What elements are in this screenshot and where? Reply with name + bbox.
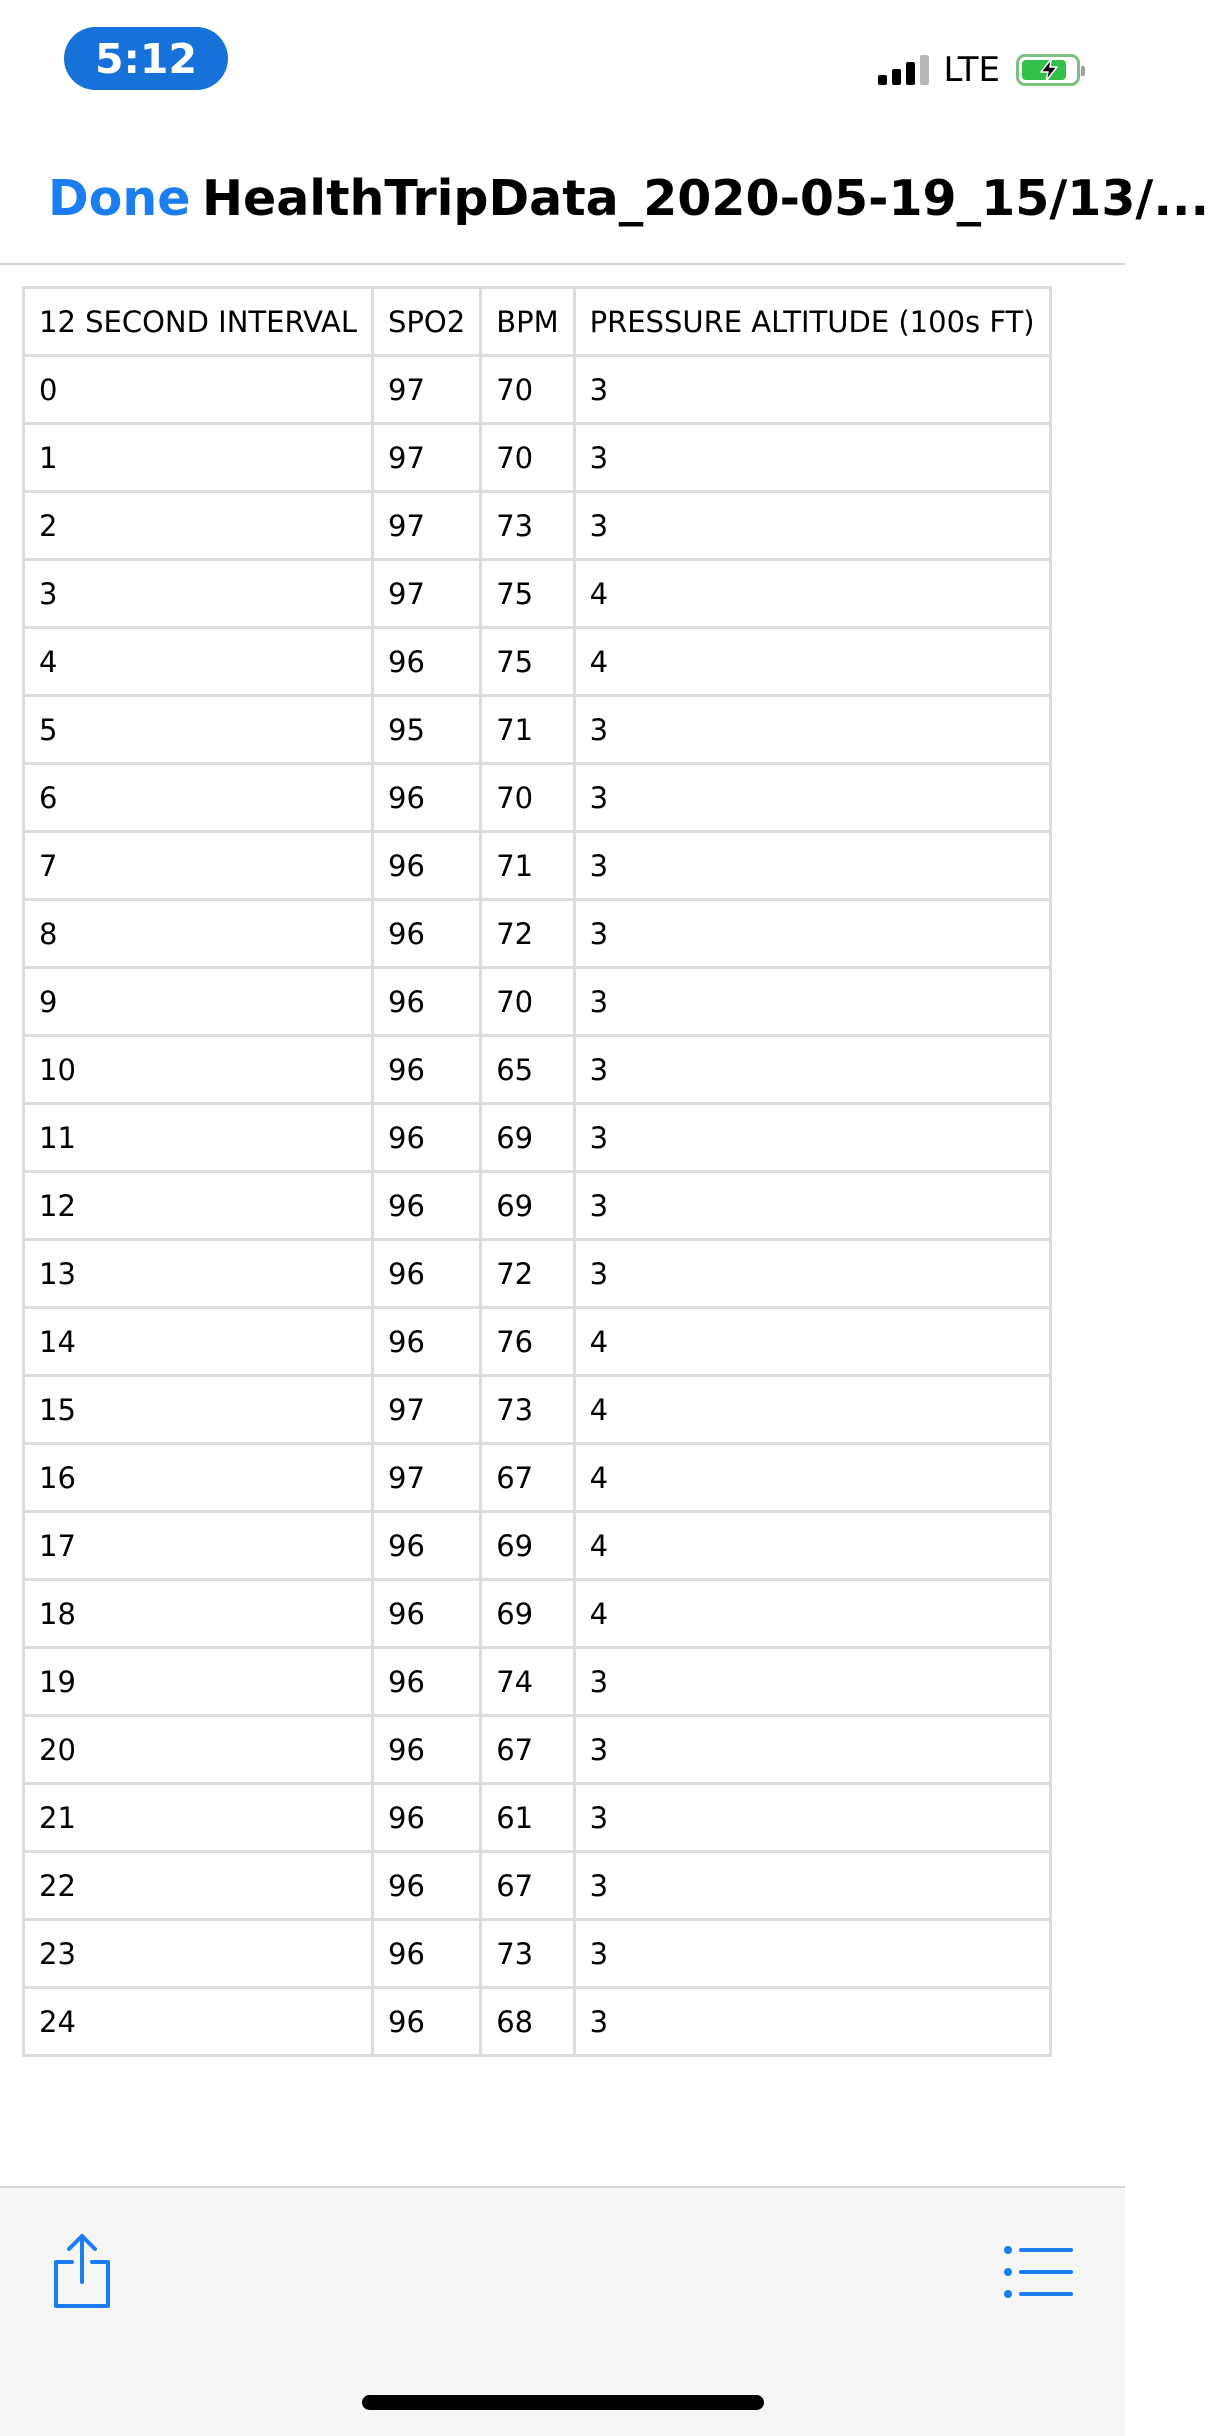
status-indicators (878, 48, 1080, 92)
table-row (24, 1580, 1051, 1648)
navigation-bar (0, 140, 1209, 265)
table-row (24, 628, 1051, 696)
cell-spo2: 96 (373, 1036, 481, 1104)
cell-altitude: 3 (574, 832, 1050, 900)
cell-interval: 23 (24, 1920, 373, 1988)
cell-altitude: 3 (574, 1988, 1050, 2056)
column-header-interval: 12 SECOND INTERVAL (24, 288, 373, 356)
cell-interval: 19 (24, 1648, 373, 1716)
battery-icon (1016, 54, 1080, 86)
cell-bpm: 71 (481, 696, 574, 764)
cell-altitude: 4 (574, 628, 1050, 696)
share-icon[interactable] (50, 2232, 114, 2312)
cell-spo2: 96 (373, 1920, 481, 1988)
table-row (24, 1784, 1051, 1852)
table-row (24, 696, 1051, 764)
cell-bpm: 70 (481, 764, 574, 832)
table-row (24, 560, 1051, 628)
cell-altitude: 3 (574, 900, 1050, 968)
cell-bpm: 74 (481, 1648, 574, 1716)
cell-interval: 13 (24, 1240, 373, 1308)
cell-bpm: 75 (481, 628, 574, 696)
cell-interval: 11 (24, 1104, 373, 1172)
table-row (24, 1444, 1051, 1512)
table-row (24, 1920, 1051, 1988)
table-row (24, 1240, 1051, 1308)
cell-altitude: 3 (574, 1852, 1050, 1920)
cell-bpm: 76 (481, 1308, 574, 1376)
table-header-row (24, 288, 1051, 356)
table-row (24, 424, 1051, 492)
home-indicator[interactable] (362, 2395, 764, 2410)
cell-spo2: 96 (373, 1308, 481, 1376)
table-row (24, 1376, 1051, 1444)
cell-spo2: 96 (373, 1512, 481, 1580)
cell-bpm: 67 (481, 1716, 574, 1784)
table-row (24, 1852, 1051, 1920)
cell-altitude: 4 (574, 1376, 1050, 1444)
cell-spo2: 97 (373, 560, 481, 628)
cell-interval: 9 (24, 968, 373, 1036)
cell-interval: 21 (24, 1784, 373, 1852)
cell-interval: 15 (24, 1376, 373, 1444)
cell-spo2: 96 (373, 1172, 481, 1240)
cell-spo2: 97 (373, 356, 481, 424)
cell-spo2: 95 (373, 696, 481, 764)
table-row (24, 832, 1051, 900)
cell-spo2: 96 (373, 764, 481, 832)
cell-spo2: 96 (373, 1852, 481, 1920)
cell-bpm: 67 (481, 1852, 574, 1920)
cell-spo2: 96 (373, 1104, 481, 1172)
cell-altitude: 4 (574, 1580, 1050, 1648)
cellular-signal-icon (878, 55, 929, 85)
table-row (24, 1172, 1051, 1240)
cell-bpm: 73 (481, 1920, 574, 1988)
table-row (24, 968, 1051, 1036)
cell-bpm: 69 (481, 1512, 574, 1580)
cell-bpm: 61 (481, 1784, 574, 1852)
cell-altitude: 3 (574, 764, 1050, 832)
cell-bpm: 73 (481, 1376, 574, 1444)
cell-interval: 3 (24, 560, 373, 628)
cell-altitude: 3 (574, 1920, 1050, 1988)
cell-spo2: 96 (373, 628, 481, 696)
cell-bpm: 75 (481, 560, 574, 628)
status-bar (0, 0, 1125, 140)
table-row (24, 1648, 1051, 1716)
cell-bpm: 65 (481, 1036, 574, 1104)
cell-altitude: 3 (574, 1240, 1050, 1308)
network-type: LTE (943, 50, 1000, 90)
cell-interval: 7 (24, 832, 373, 900)
cell-altitude: 4 (574, 1512, 1050, 1580)
charging-bolt-icon (1037, 58, 1061, 82)
cell-interval: 1 (24, 424, 373, 492)
cell-altitude: 3 (574, 1716, 1050, 1784)
cell-bpm: 70 (481, 356, 574, 424)
cell-spo2: 96 (373, 1716, 481, 1784)
cell-altitude: 3 (574, 1648, 1050, 1716)
table-row (24, 1716, 1051, 1784)
column-header-bpm: BPM (481, 288, 574, 356)
cell-altitude: 3 (574, 424, 1050, 492)
table-row (24, 1036, 1051, 1104)
cell-altitude: 3 (574, 356, 1050, 424)
cell-bpm: 69 (481, 1104, 574, 1172)
table-row (24, 900, 1051, 968)
cell-interval: 22 (24, 1852, 373, 1920)
cell-interval: 24 (24, 1988, 373, 2056)
cell-spo2: 96 (373, 1240, 481, 1308)
cell-spo2: 97 (373, 1444, 481, 1512)
cell-spo2: 97 (373, 492, 481, 560)
cell-spo2: 96 (373, 1580, 481, 1648)
column-header-spo2: SPO2 (373, 288, 481, 356)
table-row (24, 1512, 1051, 1580)
cell-interval: 18 (24, 1580, 373, 1648)
cell-spo2: 96 (373, 1988, 481, 2056)
cell-altitude: 3 (574, 1036, 1050, 1104)
cell-interval: 14 (24, 1308, 373, 1376)
document-content (22, 286, 1052, 2057)
cell-interval: 2 (24, 492, 373, 560)
table-row (24, 1988, 1051, 2056)
cell-bpm: 69 (481, 1580, 574, 1648)
data-table (22, 286, 1052, 2057)
cell-altitude: 3 (574, 492, 1050, 560)
cell-interval: 10 (24, 1036, 373, 1104)
cell-altitude: 3 (574, 1172, 1050, 1240)
cell-spo2: 97 (373, 1376, 481, 1444)
cell-bpm: 70 (481, 968, 574, 1036)
done-button[interactable]: Done (48, 170, 191, 227)
cell-spo2: 96 (373, 832, 481, 900)
cell-interval: 8 (24, 900, 373, 968)
column-header-altitude: PRESSURE ALTITUDE (100s FT) (574, 288, 1050, 356)
table-row (24, 1308, 1051, 1376)
table-row (24, 1104, 1051, 1172)
cell-altitude: 4 (574, 1308, 1050, 1376)
cell-interval: 16 (24, 1444, 373, 1512)
cell-altitude: 4 (574, 1444, 1050, 1512)
cell-interval: 4 (24, 628, 373, 696)
cell-spo2: 97 (373, 424, 481, 492)
cell-bpm: 69 (481, 1172, 574, 1240)
cell-spo2: 96 (373, 900, 481, 968)
cell-bpm: 67 (481, 1444, 574, 1512)
cell-interval: 5 (24, 696, 373, 764)
cell-interval: 20 (24, 1716, 373, 1784)
cell-altitude: 3 (574, 696, 1050, 764)
cell-interval: 0 (24, 356, 373, 424)
document-title: HealthTripData_2020-05-19_15/13/... (202, 170, 1209, 227)
cell-altitude: 4 (574, 560, 1050, 628)
table-row (24, 356, 1051, 424)
cell-spo2: 96 (373, 968, 481, 1036)
cell-altitude: 3 (574, 1784, 1050, 1852)
status-time[interactable]: 5:12 (64, 27, 228, 90)
cell-altitude: 3 (574, 1104, 1050, 1172)
cell-interval: 12 (24, 1172, 373, 1240)
cell-altitude: 3 (574, 968, 1050, 1036)
cell-bpm: 70 (481, 424, 574, 492)
cell-bpm: 71 (481, 832, 574, 900)
cell-bpm: 72 (481, 900, 574, 968)
cell-interval: 17 (24, 1512, 373, 1580)
list-icon[interactable] (1003, 2244, 1073, 2300)
cell-interval: 6 (24, 764, 373, 832)
cell-spo2: 96 (373, 1648, 481, 1716)
table-row (24, 764, 1051, 832)
cell-bpm: 72 (481, 1240, 574, 1308)
cell-spo2: 96 (373, 1784, 481, 1852)
cell-bpm: 73 (481, 492, 574, 560)
cell-bpm: 68 (481, 1988, 574, 2056)
table-body (24, 356, 1051, 2056)
table-row (24, 492, 1051, 560)
